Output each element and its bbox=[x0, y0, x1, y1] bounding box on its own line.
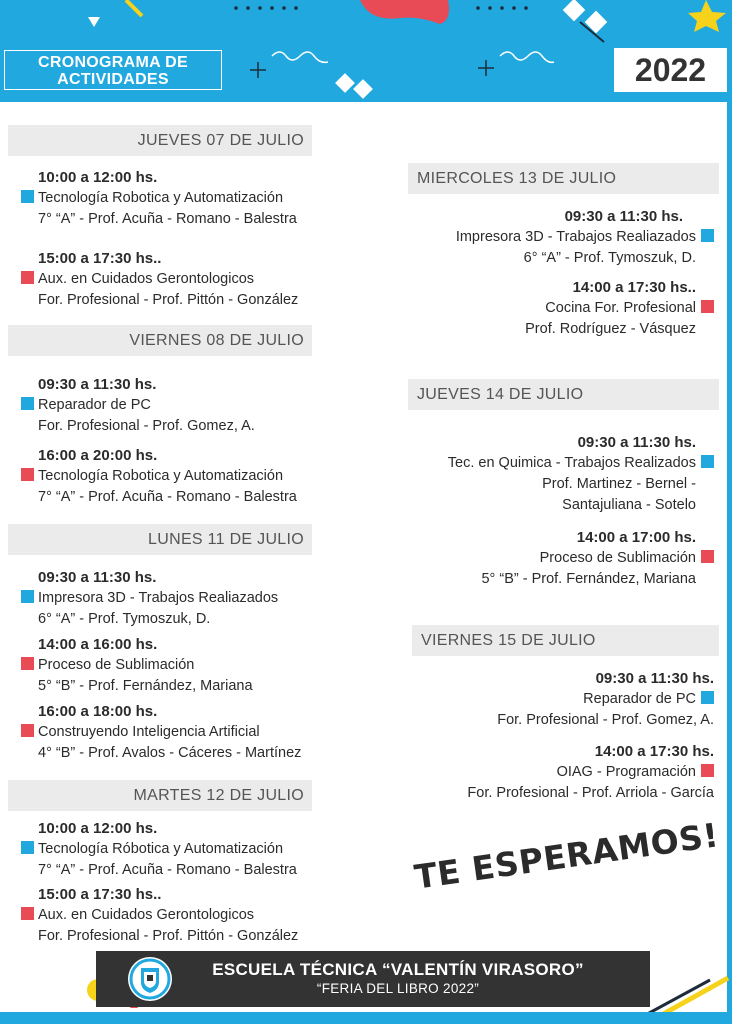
event-detail: 7° “A” - Prof. Acuña - Romano - Balestra bbox=[38, 211, 297, 227]
day-header-viernes-15: VIERNES 15 DE JULIO bbox=[412, 625, 719, 656]
page-title-line1: CRONOGRAMA DE bbox=[38, 54, 188, 71]
red-square-icon bbox=[701, 764, 714, 777]
day-header-miercoles-13: MIERCOLES 13 DE JULIO bbox=[408, 163, 719, 194]
event-jueves07-2 bbox=[38, 248, 298, 311]
year-badge: 2022 bbox=[614, 48, 727, 92]
event-detail: For. Profesional - Prof. Gomez, A. bbox=[38, 418, 255, 434]
school-name: ESCUELA TÉCNICA “VALENTÍN VIRASORO” bbox=[212, 960, 584, 979]
event-title: Impresora 3D - Trabajos Realiazados bbox=[455, 229, 696, 245]
red-square-icon bbox=[21, 468, 34, 481]
blue-square-icon bbox=[21, 397, 34, 410]
day-header-jueves-14: JUEVES 14 DE JULIO bbox=[408, 379, 719, 410]
event-detail: 7° “A” - Prof. Acuña - Romano - Balestra bbox=[38, 489, 297, 505]
event-time: 14:00 a 17:30 hs.. bbox=[572, 279, 696, 296]
event-viernes08-1 bbox=[38, 374, 255, 437]
event-title: Tecnología Róbotica y Automatización bbox=[38, 841, 284, 857]
event-detail: 5° “B” - Prof. Fernández, Mariana bbox=[481, 571, 696, 587]
event-time: 09:30 a 11:30 hs. bbox=[38, 376, 157, 393]
event-viernes15-2 bbox=[467, 741, 714, 804]
event-title: Tecnología Robotica y Automatización bbox=[38, 190, 284, 206]
blue-square-icon bbox=[701, 455, 714, 468]
event-detail: 5° “B” - Prof. Fernández, Mariana bbox=[38, 678, 253, 694]
red-square-icon bbox=[701, 300, 714, 313]
right-border-stripe bbox=[727, 100, 732, 1024]
event-miercoles13-1 bbox=[456, 206, 714, 269]
red-square-icon bbox=[21, 657, 34, 670]
event-miercoles13-2 bbox=[525, 277, 714, 340]
event-detail: For. Profesional - Prof. Arriola - García bbox=[467, 785, 714, 801]
event-detail: 4° “B” - Prof. Avalos - Cáceres - Martínez bbox=[38, 745, 302, 761]
day-header-martes-12: MARTES 12 DE JULIO bbox=[8, 780, 312, 811]
school-crest-logo bbox=[127, 956, 173, 1002]
event-title: Impresora 3D - Trabajos Realiazados bbox=[38, 590, 279, 606]
red-square-icon bbox=[21, 271, 34, 284]
event-time: 14:00 a 16:00 hs. bbox=[38, 636, 158, 653]
event-detail: 6° “A” - Prof. Tymoszuk, D. bbox=[38, 611, 211, 627]
event-jueves07-1 bbox=[38, 167, 297, 230]
event-time: 14:00 a 17:30 hs. bbox=[594, 743, 714, 760]
event-detail: 6° “A” - Prof. Tymoszuk, D. bbox=[523, 250, 696, 266]
event-title: Tec. en Quimica - Trabajos Realizados bbox=[447, 455, 696, 471]
event-time: 09:30 a 11:30 hs. bbox=[38, 569, 157, 586]
red-square-icon bbox=[21, 724, 34, 737]
event-title: Tecnología Robotica y Automatización bbox=[38, 468, 284, 484]
event-time: 09:30 a 11:30 hs. bbox=[595, 670, 714, 687]
footer-banner bbox=[96, 951, 650, 1007]
day-header-viernes-08: VIERNES 08 DE JULIO bbox=[8, 325, 312, 356]
event-title: Proceso de Sublimación bbox=[539, 550, 696, 566]
blue-square-icon bbox=[21, 841, 34, 854]
event-jueves14-1 bbox=[448, 432, 714, 516]
event-lunes11-2 bbox=[38, 634, 253, 697]
event-detail: For. Profesional - Prof. Pittón - González bbox=[38, 928, 299, 944]
event-title: Proceso de Sublimación bbox=[38, 657, 195, 673]
event-viernes08-2 bbox=[38, 445, 297, 508]
event-time: 09:30 a 11:30 hs. bbox=[577, 434, 696, 451]
event-time: 16:00 a 20:00 hs. bbox=[38, 447, 158, 464]
event-title: Aux. en Cuidados Gerontologicos bbox=[38, 271, 255, 287]
day-header-jueves-07: JUEVES 07 DE JULIO bbox=[8, 125, 312, 156]
event-detail: Prof. Martinez - Bernel - bbox=[542, 476, 696, 492]
event-name: “FERIA DEL LIBRO 2022” bbox=[316, 981, 480, 996]
event-time: 14:00 a 17:00 hs. bbox=[576, 529, 696, 546]
event-lunes11-1 bbox=[38, 567, 278, 630]
event-detail: Prof. Rodríguez - Vásquez bbox=[525, 321, 696, 337]
event-jueves14-2 bbox=[481, 527, 714, 590]
event-detail: 7° “A” - Prof. Acuña - Romano - Balestra bbox=[38, 862, 297, 878]
day-header-lunes-11: LUNES 11 DE JULIO bbox=[8, 524, 312, 555]
event-title: OIAG - Programación bbox=[556, 764, 696, 780]
bottom-stripe bbox=[0, 1012, 732, 1024]
event-time: 15:00 a 17:30 hs.. bbox=[38, 250, 162, 267]
blue-square-icon bbox=[21, 190, 34, 203]
event-martes12-1 bbox=[38, 818, 297, 881]
page-title bbox=[4, 50, 222, 90]
cta-te-esperamos: TE ESPERAMOS! bbox=[412, 815, 722, 897]
event-viernes15-1 bbox=[497, 668, 714, 731]
event-time: 15:00 a 17:30 hs.. bbox=[38, 886, 162, 903]
event-time: 09:30 a 11:30 hs. bbox=[564, 208, 683, 225]
event-title: Cocina For. Profesional bbox=[545, 300, 696, 316]
event-detail-2: Santajuliana - Sotelo bbox=[562, 497, 696, 513]
event-title: Construyendo Inteligencia Artificial bbox=[38, 724, 260, 740]
event-detail: For. Profesional - Prof. Gomez, A. bbox=[497, 712, 714, 728]
event-title: Reparador de PC bbox=[583, 691, 696, 707]
event-time: 10:00 a 12:00 hs. bbox=[38, 169, 158, 186]
red-square-icon bbox=[21, 907, 34, 920]
event-detail: For. Profesional - Prof. Pittón - González bbox=[38, 292, 299, 308]
event-lunes11-3 bbox=[38, 701, 301, 764]
event-title: Reparador de PC bbox=[38, 397, 151, 413]
event-martes12-2 bbox=[38, 884, 298, 947]
blue-square-icon bbox=[701, 229, 714, 242]
event-time: 16:00 a 18:00 hs. bbox=[38, 703, 158, 720]
page-title-line2: ACTIVIDADES bbox=[57, 71, 169, 88]
blue-square-icon bbox=[21, 590, 34, 603]
red-square-icon bbox=[701, 550, 714, 563]
event-time: 10:00 a 12:00 hs. bbox=[38, 820, 158, 837]
header-banner bbox=[0, 0, 732, 102]
blue-square-icon bbox=[701, 691, 714, 704]
event-title: Aux. en Cuidados Gerontologicos bbox=[38, 907, 255, 923]
